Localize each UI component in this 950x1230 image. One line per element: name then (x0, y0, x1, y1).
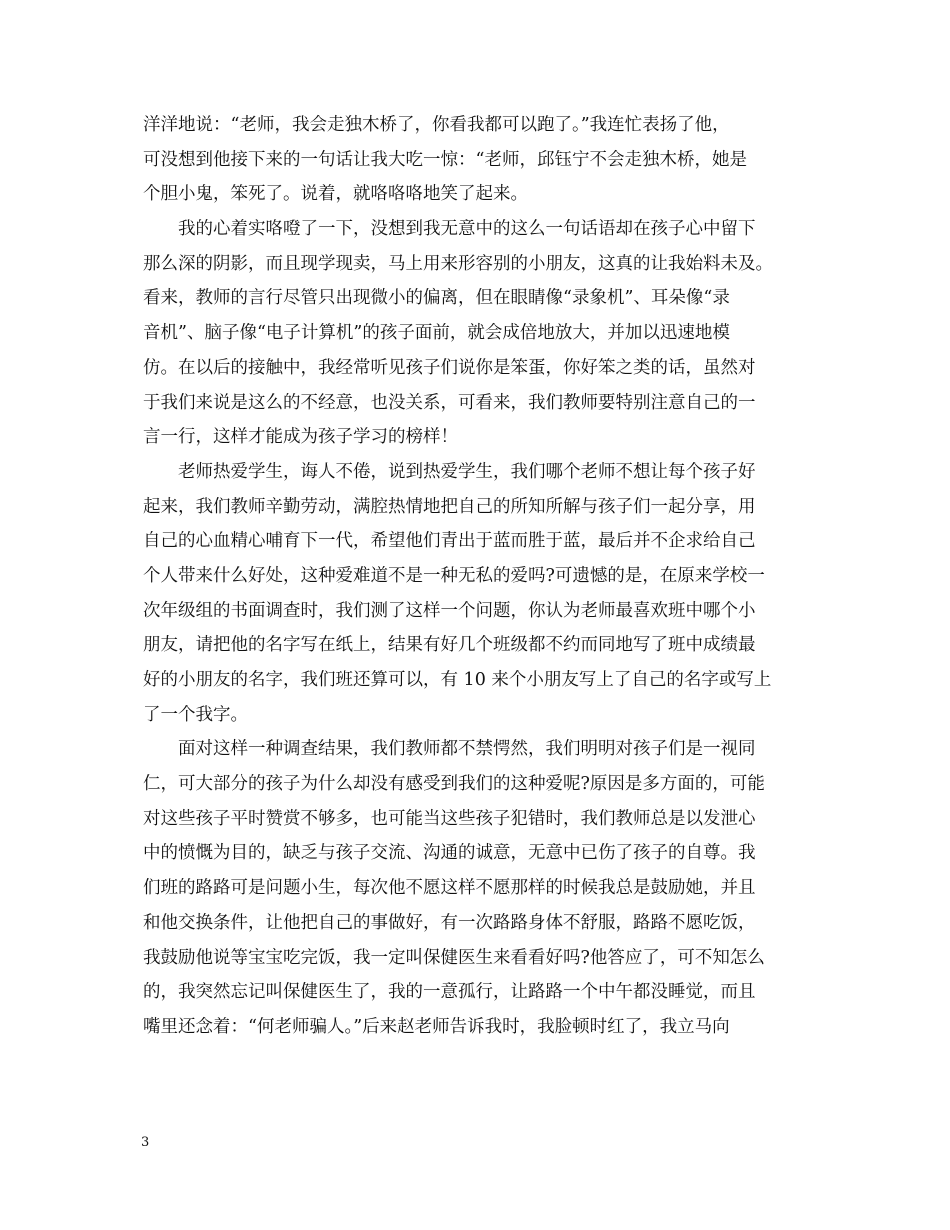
text-line: 那么深的阴影，而且现学现卖，马上用来形容别的小朋友，这真的让我始料未及。 (143, 253, 773, 274)
text-line: 洋洋地说：“老师，我会走独木桥了，你看我都可以跑了。”我连忙表扬了他， (143, 115, 730, 135)
document-body (143, 108, 808, 1045)
text-line: 朋友，请把他的名字写在纸上，结果有好几个班级都不约而同地写了班中成绩最 (143, 635, 756, 656)
paragraph (143, 732, 808, 1044)
text-line: 我的心着实咯噔了一下，没想到我无意中的这么一句话语却在孩子心中留下 (178, 219, 756, 240)
text-line: 看来，教师的言行尽管只出现微小的偏离，但在眼睛像“录象机”、耳朵像“录 (143, 288, 730, 309)
text-line: 对这些孩子平时赞赏不够多，也可能当这些孩子犯错时，我们教师总是以发泄心 (143, 808, 756, 829)
paragraph (143, 108, 808, 212)
text-line: 了一个我字。 (143, 704, 248, 725)
text-line: 次年级组的书面调查时，我们测了这样一个问题，你认为老师最喜欢班中哪个小 (143, 600, 756, 621)
text-line: 老师热爱学生，诲人不倦，说到热爱学生，我们哪个老师不想让每个孩子好 (178, 461, 756, 482)
text-line: 个胆小鬼，笨死了。说着，就咯咯咯地笑了起来。 (143, 184, 528, 205)
text-line: 的，我突然忘记叫保健医生了，我的一意孤行，让路路一个中午都没睡觉，而且 (143, 982, 756, 1003)
text-line: 好的小朋友的名字，我们班还算可以，有 10 来个小朋友写上了自己的名字或写上 (143, 670, 772, 690)
text-line: 个人带来什么好处，这种爱难道不是一种无私的爱吗?可遗憾的是，在原来学校一 (143, 565, 765, 586)
text-line: 仁，可大部分的孩子为什么却没有感受到我们的这种爱呢?原因是多方面的，可能 (143, 774, 765, 795)
text-line: 音机”、脑子像“电子计算机”的孩子面前，就会成倍地放大，并加以迅速地模 (143, 323, 730, 344)
text-line: 嘴里还念着：“何老师骗人。”后来赵老师告诉我时，我脸顿时红了，我立马向 (143, 1016, 730, 1037)
text-line: 于我们来说是这么的不经意，也没关系，可看来，我们教师要特别注意自己的一 (143, 392, 756, 413)
text-line: 们班的路路可是问题小生，每次他不愿这样不愿那样的时候我总是鼓励她，并且 (143, 878, 756, 899)
text-line: 仿。在以后的接触中，我经常听见孩子们说你是笨蛋，你好笨之类的话，虽然对 (143, 357, 756, 378)
text-line: 我鼓励他说等宝宝吃完饭，我一定叫保健医生来看看好吗?他答应了，可不知怎么 (143, 947, 765, 968)
text-line: 起来，我们教师辛勤劳动，满腔热情地把自己的所知所解与孩子们一起分享，用 (143, 496, 756, 517)
text-line: 自己的心血精心哺育下一代，希望他们青出于蓝而胜于蓝，最后并不企求给自己 (143, 531, 756, 552)
text-line: 言一行，这样才能成为孩子学习的榜样！ (143, 427, 458, 448)
text-line: 可没想到他接下来的一句话让我大吃一惊：“老师，邱钰宁不会走独木桥，她是 (143, 149, 747, 170)
text-line: 和他交换条件，让他把自己的事做好，有一次路路身体不舒服，路路不愿吃饭， (143, 912, 756, 933)
text-line: 面对这样一种调查结果，我们教师都不禁愕然，我们明明对孩子们是一视同 (178, 739, 756, 760)
paragraph (143, 455, 808, 733)
page-number: 3 (141, 1135, 150, 1150)
text-line: 中的愤慨为目的，缺乏与孩子交流、沟通的诚意，无意中已伤了孩子的自尊。我 (143, 843, 756, 864)
paragraph (143, 212, 808, 455)
